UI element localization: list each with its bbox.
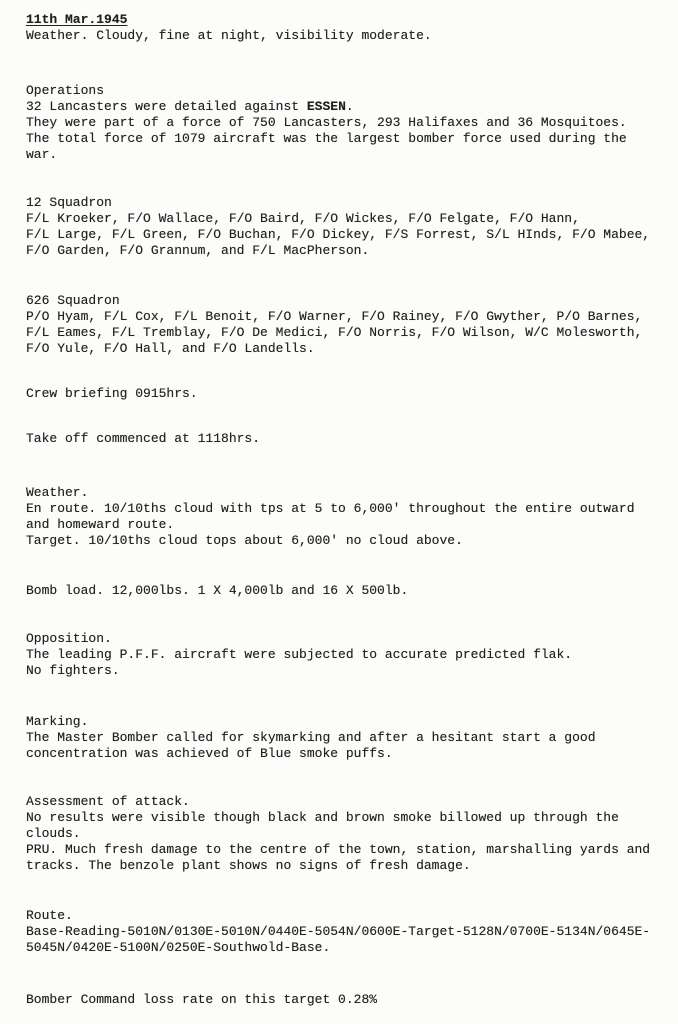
marking-heading: Marking.	[26, 714, 89, 729]
document-body	[26, 12, 660, 1008]
section-loss-rate	[26, 992, 660, 1008]
crew-briefing-line: Crew briefing 0915hrs.	[26, 386, 198, 401]
assessment-line: tracks. The benzole plant shows no signs of fresh damage.	[26, 858, 471, 873]
operations-line: They were part of a force of 750 Lancasters, 293 Halifaxes and 36 Mosquitoes.	[26, 115, 627, 130]
weather-summary-line: Weather. Cloudy, fine at night, visibility moderate.	[26, 28, 432, 43]
operations-detail-suffix: .	[345, 99, 354, 114]
section-weather-route	[26, 485, 660, 549]
section-take-off	[26, 431, 660, 447]
operations-detail-line	[26, 99, 660, 115]
assessment-line: No results were visible though black and brown smoke billowed up through the	[26, 810, 619, 825]
date-heading: 11th Mar.1945	[26, 12, 128, 27]
marking-line: The Master Bomber called for skymarking and after a hesitant start a good	[26, 730, 596, 745]
section-assessment	[26, 794, 660, 874]
squadron-12-crew-line: F/L Kroeker, F/O Wallace, F/O Baird, F/O Wickes, F/O Felgate, F/O Hann,	[26, 211, 580, 226]
squadron-12-heading: 12 Squadron	[26, 195, 112, 210]
operations-heading: Operations	[26, 83, 105, 98]
section-operations	[26, 83, 660, 163]
section-bomb-load	[26, 583, 660, 599]
weather-route-line: Target. 10/10ths cloud tops about 6,000' no cloud above.	[26, 533, 463, 548]
section-squadron-626	[26, 293, 660, 357]
section-marking	[26, 714, 660, 762]
squadron-626-crew-line: F/O Yule, F/O Hall, and F/O Landells.	[26, 341, 315, 356]
weather-route-line: and homeward route.	[26, 517, 175, 532]
weather-route-line: En route. 10/10ths cloud with tps at 5 to 6,000' throughout the entire outward	[26, 501, 635, 516]
target-name: ESSEN	[306, 99, 346, 114]
section-header	[26, 12, 660, 44]
opposition-heading: Opposition.	[26, 631, 112, 646]
section-squadron-12	[26, 195, 660, 259]
section-opposition	[26, 631, 660, 679]
opposition-line: No fighters.	[26, 663, 120, 678]
assessment-line: PRU. Much fresh damage to the centre of the town, station, marshalling yards and	[26, 842, 651, 857]
squadron-626-crew-line: P/O Hyam, F/L Cox, F/L Benoit, F/O Warner, F/O Rainey, F/O Gwyther, P/O Barnes,	[26, 309, 643, 324]
route-heading: Route.	[26, 908, 73, 923]
squadron-12-crew-line: F/L Large, F/L Green, F/O Buchan, F/O Dickey, F/S Forrest, S/L HInds, F/O Mabee,	[26, 227, 651, 242]
marking-line: concentration was achieved of Blue smoke puffs.	[26, 746, 393, 761]
squadron-626-crew-line: F/L Eames, F/L Tremblay, F/O De Medici, F/O Norris, F/O Wilson, W/C Molesworth,	[26, 325, 643, 340]
bomb-load-line: Bomb load. 12,000lbs. 1 X 4,000lb and 16 X 500lb.	[26, 583, 409, 598]
route-coordinates-line: Base-Reading-5010N/0130E-5010N/0440E-5054N/0600E-Target-5128N/0700E-5134N/0645E-	[26, 924, 651, 939]
assessment-line: clouds.	[26, 826, 81, 841]
squadron-626-heading: 626 Squadron	[26, 293, 120, 308]
weather-route-heading: Weather.	[26, 485, 89, 500]
operations-line: war.	[26, 147, 58, 162]
loss-rate-line: Bomber Command loss rate on this target 0.28%	[26, 992, 378, 1007]
squadron-12-crew-line: F/O Garden, F/O Grannum, and F/L MacPherson.	[26, 243, 370, 258]
opposition-line: The leading P.F.F. aircraft were subjected to accurate predicted flak.	[26, 647, 573, 662]
route-coordinates-line: 5045N/0420E-5100N/0250E-Southwold-Base.	[26, 940, 331, 955]
section-route	[26, 908, 660, 956]
take-off-line: Take off commenced at 1118hrs.	[26, 431, 261, 446]
operations-detail-prefix: 32 Lancasters were detailed against	[26, 99, 307, 114]
operations-line: The total force of 1079 aircraft was the largest bomber force used during the	[26, 131, 627, 146]
section-crew-briefing	[26, 386, 660, 402]
assessment-heading: Assessment of attack.	[26, 794, 190, 809]
